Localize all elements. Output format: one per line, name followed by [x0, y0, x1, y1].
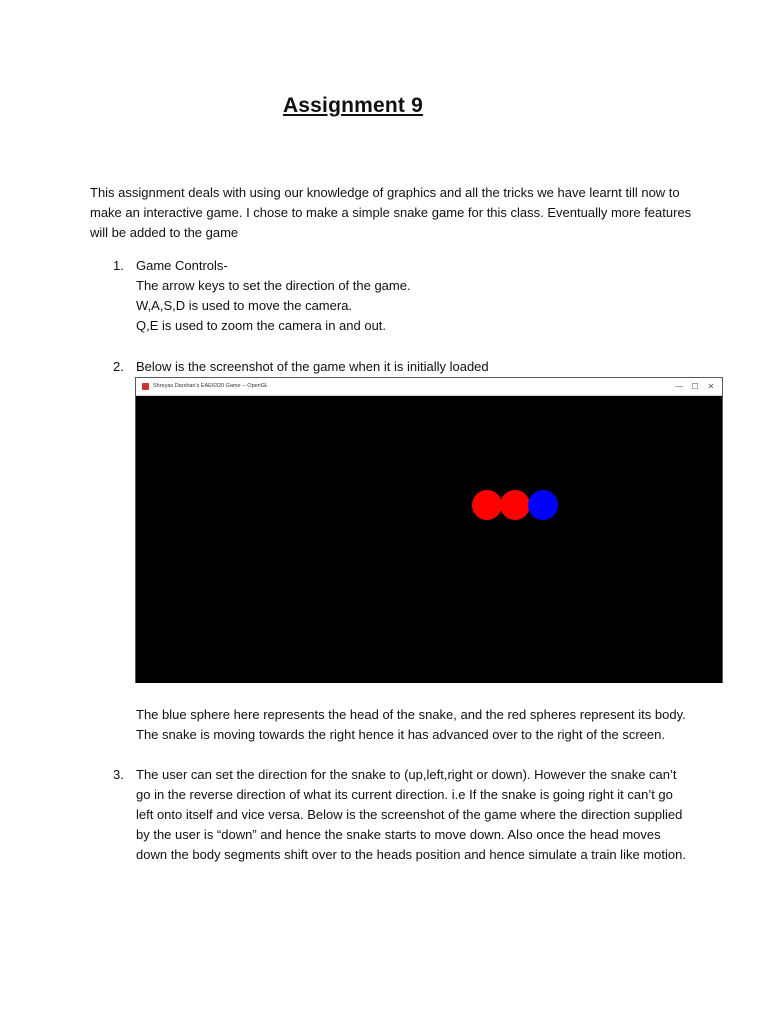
list-item-screenshot-intro	[113, 357, 683, 377]
intro-line: This assignment deals with using our knowledge of graphics and all the tricks we have learnt till now to	[90, 185, 680, 200]
list-line: The arrow keys to set the direction of the game.	[136, 278, 411, 293]
snake-body-segment	[472, 490, 502, 520]
screenshot-caption	[136, 705, 706, 745]
maximize-icon: ☐	[691, 382, 699, 391]
list-item-game-controls	[113, 256, 683, 336]
list-line: Game Controls-	[136, 258, 228, 273]
window-title: Shreyas Darshan's EAE6320 Game -- OpenGL	[153, 383, 269, 389]
intro-paragraph	[90, 183, 692, 243]
list-number: 3.	[113, 767, 124, 782]
caption-line: The snake is moving towards the right hence it has advanced over to the right of the screen.	[136, 727, 665, 742]
list-line: Q,E is used to zoom the camera in and out.	[136, 318, 387, 333]
snake-head	[528, 490, 558, 520]
game-viewport	[136, 396, 722, 683]
minimize-icon: —	[675, 382, 683, 391]
list-line: left onto itself and vice versa. Below is the screenshot of the game where the direction supplied	[136, 807, 683, 822]
app-icon	[142, 383, 149, 390]
list-number: 1.	[113, 258, 124, 273]
snake-body-segment	[500, 490, 530, 520]
list-line: go in the reverse direction of what its current direction. i.e If the snake is going right it can’t go	[136, 787, 673, 802]
list-line: by the user is “down” and hence the snake starts to move down. Also once the head moves	[136, 827, 661, 842]
list-line: The user can set the direction for the snake to (up,left,right or down). However the snake can’t	[136, 767, 677, 782]
list-number: 2.	[113, 359, 124, 374]
caption-line: The blue sphere here represents the head of the snake, and the red spheres represent its body.	[136, 707, 686, 722]
window-titlebar	[136, 378, 722, 396]
document-title: Assignment 9	[282, 94, 424, 117]
list-line: Below is the screenshot of the game when it is initially loaded	[136, 359, 489, 374]
list-line: down the body segments shift over to the heads position and hence simulate a train like motion.	[136, 847, 686, 862]
list-line: W,A,S,D is used to move the camera.	[136, 298, 353, 313]
game-screenshot	[135, 377, 723, 683]
intro-line: make an interactive game. I chose to make a simple snake game for this class. Eventually more features	[90, 205, 692, 220]
close-icon: ✕	[707, 382, 715, 391]
list-item-direction	[113, 765, 686, 865]
intro-line: will be added to the game	[90, 225, 239, 240]
